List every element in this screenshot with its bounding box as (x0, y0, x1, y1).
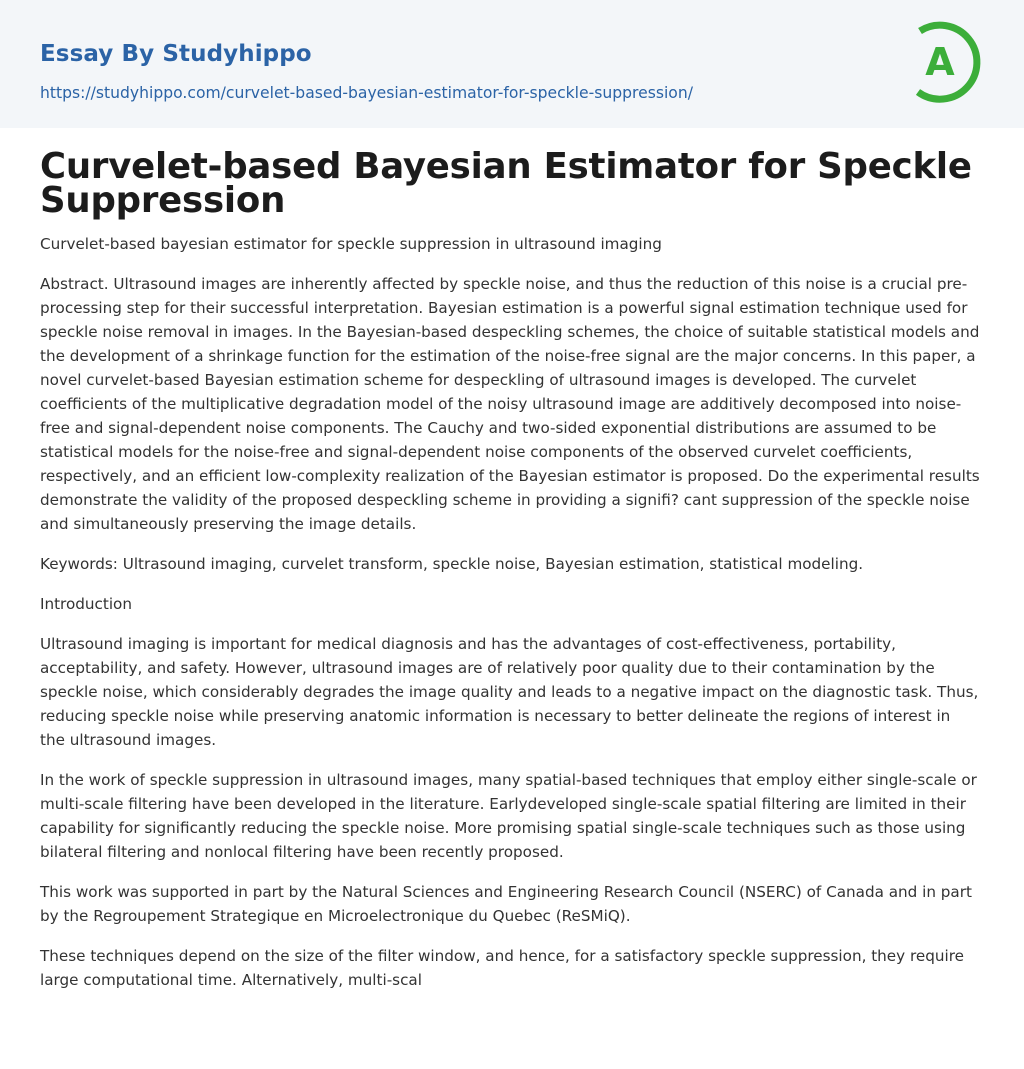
funding-paragraph: This work was supported in part by the Natural Sciences and Engineering Research Council (NSERC) of Canada and in part by the Regroupement Strategique en Microelectronique du Quebec (ReSMiQ). (40, 883, 972, 925)
page-url-link[interactable]: https://studyhippo.com/curvelet-based-bayesian-estimator-for-speckle-suppression/ (40, 84, 693, 102)
article-body (40, 146, 980, 992)
page-title: Curvelet-based Bayesian Estimator for Speckle Suppression (40, 146, 972, 221)
keywords-paragraph: Keywords: Ultrasound imaging, curvelet transform, speckle noise, Bayesian estimation, statistical modeling. (40, 555, 864, 573)
techniques-paragraph: These techniques depend on the size of the filter window, and hence, for a satisfactory speckle suppression, they require large computational time. Alternatively, multi-scal (40, 947, 964, 989)
studyhippo-logo-icon[interactable] (904, 17, 988, 107)
abstract-paragraph: Abstract. Ultrasound images are inherently affected by speckle noise, and thus the reduction of this noise is a crucial pre-processing step for their successful interpretation. Bayesian estimation is a powerful signal estimation technique used for speckle noise removal in images. In the Bayesian-based despeckling schemes, the choice of suitable statistical models and the development of a shrinkage function for the estimation of the noise-free signal are the major concerns. In this paper, a novel curvelet-based Bayesian estimation scheme for despeckling of ultrasound images is developed. The curvelet coefficients of the multiplicative degradation model of the noisy ultrasound image are additively decomposed into noise-free and signal-dependent noise components. The Cauchy and two-sided exponential distributions are assumed to be statistical models for the noise-free and signal-dependent noise components of the observed curvelet coefficients, respectively, and an efficient low-complexity realization of the Bayesian estimator is proposed. Do the experimental results demonstrate the validity of the proposed despeckling scheme in providing a signifi? cant suppression of the speckle noise and simultaneously preserving the image details. (40, 275, 980, 533)
site-header (0, 0, 1024, 128)
site-brand[interactable]: Essay By Studyhippo (40, 41, 312, 67)
intro-paragraph: Ultrasound imaging is important for medical diagnosis and has the advantages of cost-effectiveness, portability, acceptability, and safety. However, ultrasound images are of relatively poor quality due to their contamination by the speckle noise, which considerably degrades the image quality and leads to a negative impact on the diagnostic task. Thus, reducing speckle noise while preserving anatomic information is necessary to better delineate the regions of interest in the ultrasound images. (40, 635, 979, 749)
article-subtitle: Curvelet-based bayesian estimator for speckle suppression in ultrasound imaging (40, 235, 662, 253)
logo-letter: A (925, 40, 955, 84)
introduction-heading: Introduction (40, 595, 132, 613)
speckle-suppression-paragraph: In the work of speckle suppression in ultrasound images, many spatial-based techniques that employ either single-scale or multi-scale filtering have been developed in the literature. Earlydeveloped single-scale spatial filtering are limited in their capability for significantly reducing the speckle noise. More promising spatial single-scale techniques such as those using bilateral filtering and nonlocal filtering have been recently proposed. (40, 771, 977, 861)
